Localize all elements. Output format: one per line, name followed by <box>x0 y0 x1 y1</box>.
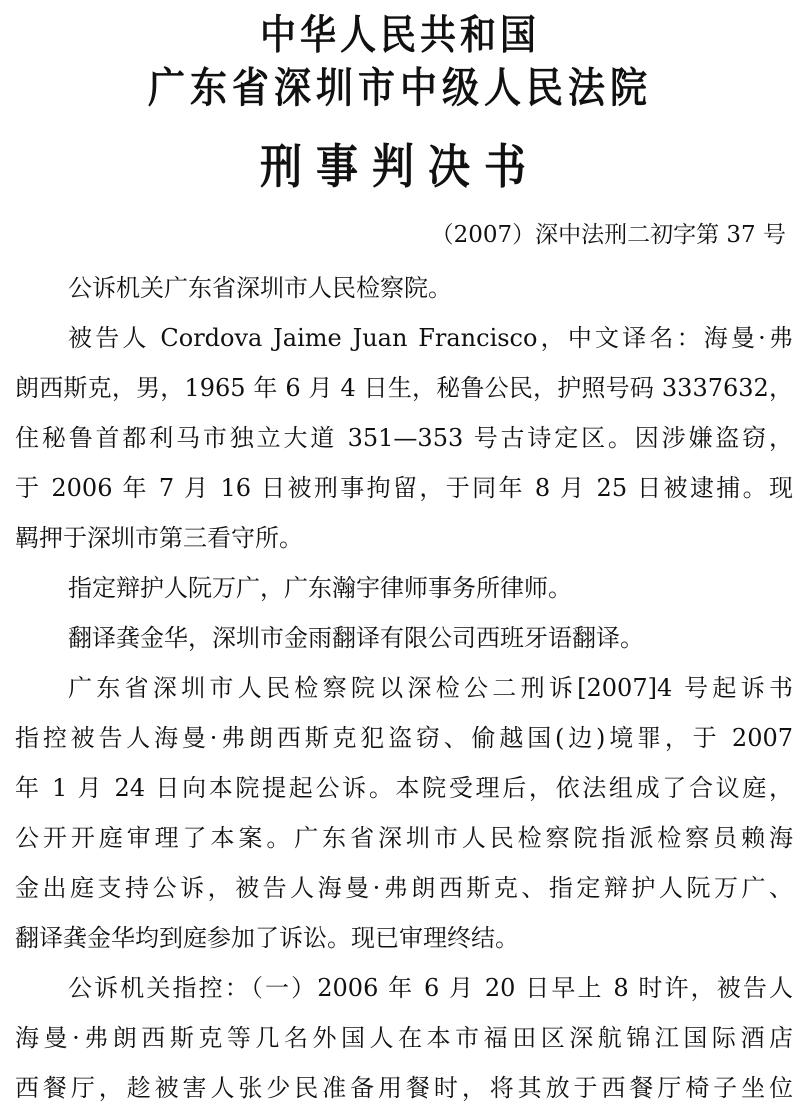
body-line: 于 2006 年 7 月 16 日被刑事拘留，于同年 8 月 25 日被逮捕。现 <box>15 474 793 502</box>
body-line: 朗西斯克，男，1965 年 6 月 4 日生，秘鲁公民，护照号码 3337632， <box>15 374 793 402</box>
body-line: 公开开庭审理了本案。广东省深圳市人民检察院指派检察员赖海 <box>15 824 793 852</box>
body-line: 西餐厅，趁被害人张少民准备用餐时，将其放于西餐厅椅子坐位 <box>15 1074 793 1102</box>
document-type-title: 刑事判决书 <box>259 139 540 195</box>
body-line: 羁押于深圳市第三看守所。 <box>15 524 303 552</box>
case-number: （2007）深中法刑二初字第 37 号 <box>430 222 786 248</box>
country-title: 中华人民共和国 <box>259 12 540 59</box>
prosecutor-line: 公诉机关广东省深圳市人民检察院。 <box>68 274 452 302</box>
body-line: 指控被告人海曼·弗朗西斯克犯盗窃、偷越国(边)境罪，于 2007 <box>15 724 793 752</box>
body-line: 公诉机关指控：（一）2006 年 6 月 20 日早上 8 时许，被告人 <box>68 974 793 1002</box>
body-line: 住秘鲁首都利马市独立大道 351—353 号古诗定区。因涉嫌盗窃， <box>15 424 793 452</box>
court-title: 广东省深圳市中级人民法院 <box>148 63 652 112</box>
body-line: 金出庭支持公诉，被告人海曼·弗朗西斯克、指定辩护人阮万广、 <box>15 874 793 902</box>
translator-line: 翻译龚金华，深圳市金雨翻译有限公司西班牙语翻译。 <box>68 624 644 652</box>
defense-counsel-line: 指定辩护人阮万广，广东瀚宇律师事务所律师。 <box>68 574 572 602</box>
body-line: 海曼·弗朗西斯克等几名外国人在本市福田区深航锦江国际酒店 <box>15 1024 793 1052</box>
body-line: 翻译龚金华均到庭参加了诉讼。现已审理终结。 <box>15 924 519 952</box>
body-line: 被告人 Cordova Jaime Juan Francisco，中文译名：海曼·弗 <box>68 324 793 352</box>
body-line: 年 1 月 24 日向本院提起公诉。本院受理后，依法组成了合议庭， <box>15 774 793 802</box>
body-line: 广东省深圳市人民检察院以深检公二刑诉[2007]4 号起诉书 <box>68 674 793 702</box>
